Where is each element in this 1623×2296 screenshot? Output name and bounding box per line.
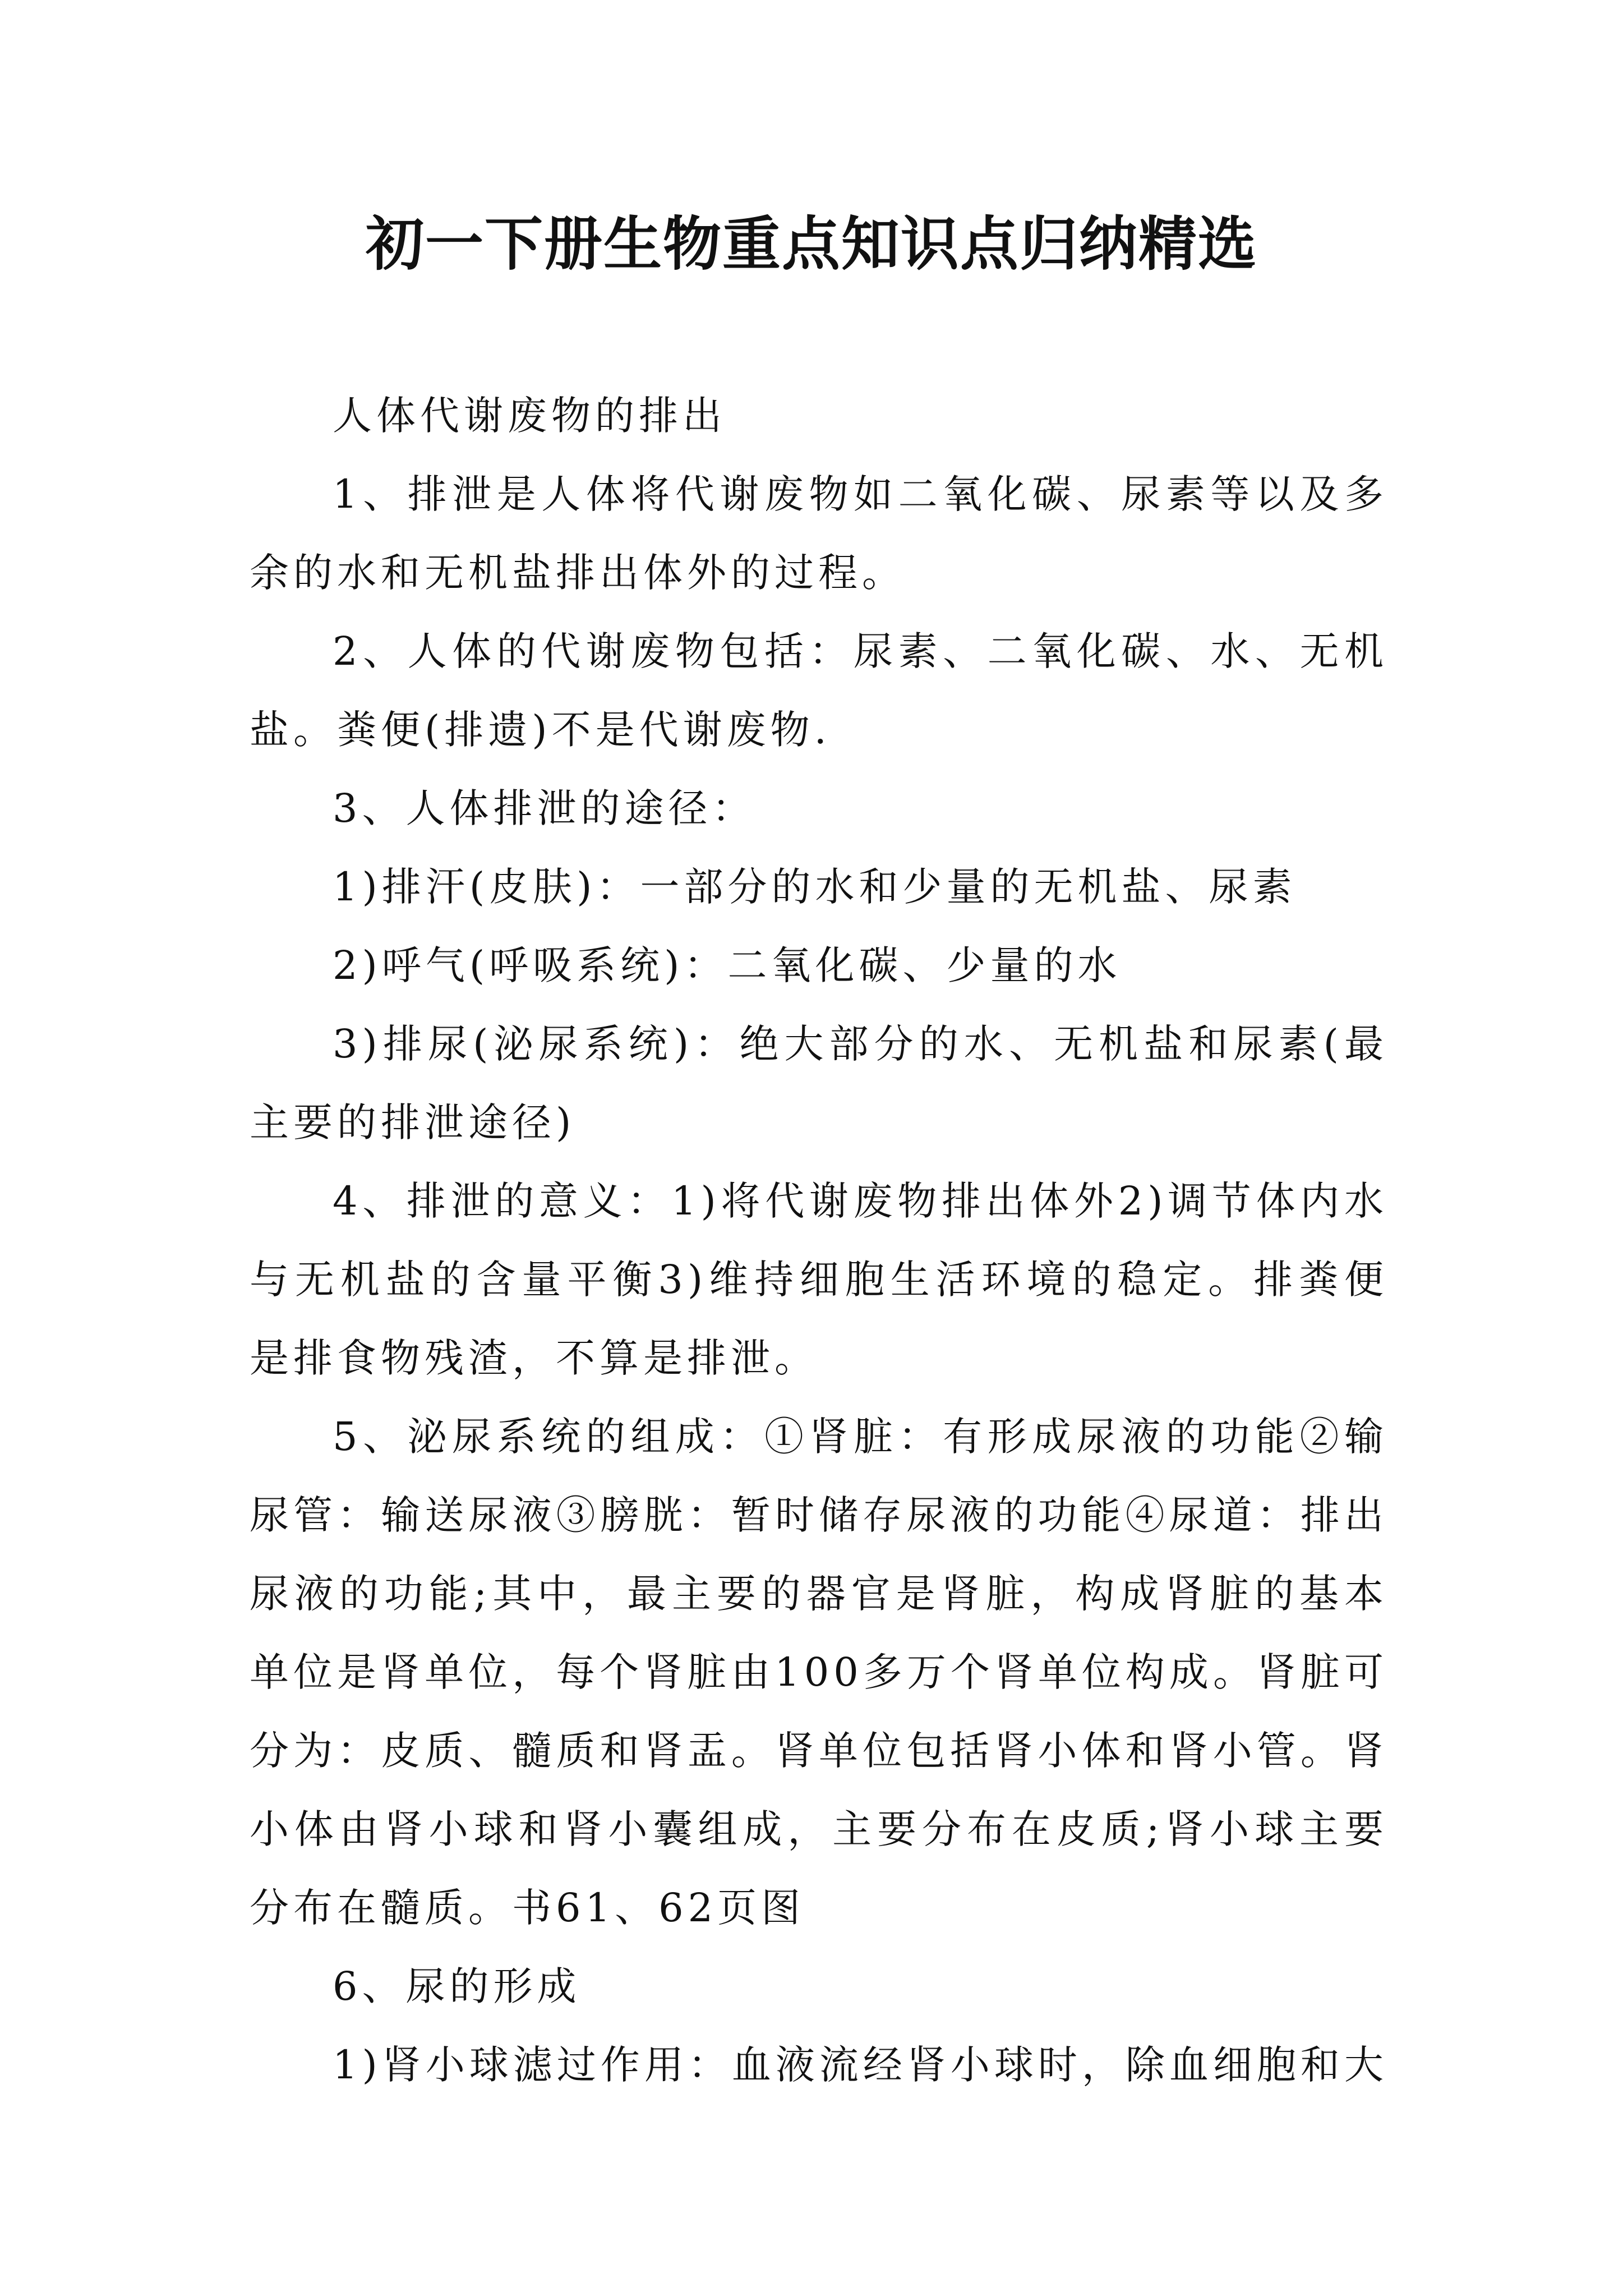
paragraph: 4、排泄的意义：1)将代谢废物排出体外2)调节体内水与无机盐的含量平衡3)维持细胞生活环境的稳定。排粪便是排食物残渣，不算是排泄。 xyxy=(250,1178,1388,1381)
paragraph: 3)排尿(泌尿系统)：绝大部分的水、无机盐和尿素(最主要的排泄途径) xyxy=(250,1021,1388,1145)
paragraph: 1)肾小球滤过作用：血液流经肾小球时，除血细胞和大 xyxy=(333,2042,1388,2088)
document-title: 初一下册生物重点知识点归纳精选 xyxy=(365,209,1257,278)
paragraph: 1)排汗(皮肤)：一部分的水和少量的无机盐、尿素 xyxy=(333,864,1297,910)
paragraph: 2、人体的代谢废物包括：尿素、二氧化碳、水、无机盐。粪便(排遗)不是代谢废物. xyxy=(250,628,1388,753)
document-body xyxy=(250,376,1388,2104)
paragraph: 6、尿的形成 xyxy=(333,1963,581,2009)
paragraph: 1、排泄是人体将代谢废物如二氧化碳、尿素等以及多余的水和无机盐排出体外的过程。 xyxy=(250,471,1388,596)
paragraph: 3、人体排泄的途径： xyxy=(333,785,756,831)
section-heading: 人体代谢废物的排出 xyxy=(333,393,726,439)
paragraph: 2)呼气(呼吸系统)：二氧化碳、少量的水 xyxy=(333,942,1122,988)
paragraph: 5、泌尿系统的组成：①肾脏：有形成尿液的功能②输尿管：输送尿液③膀胱：暂时储存尿液的功能④尿道：排出尿液的功能;其中，最主要的器官是肾脏，构成肾脏的基本单位是肾单位，每个肾脏由100多万个肾单位构成。肾脏可分为：皮质、髓质和肾盂。肾单位包括肾小体和肾小管。肾小体由肾小球和肾小囊组成，主要分布在皮质;肾小球主要分布在髓质。书61、62页图 xyxy=(250,1414,1388,1931)
